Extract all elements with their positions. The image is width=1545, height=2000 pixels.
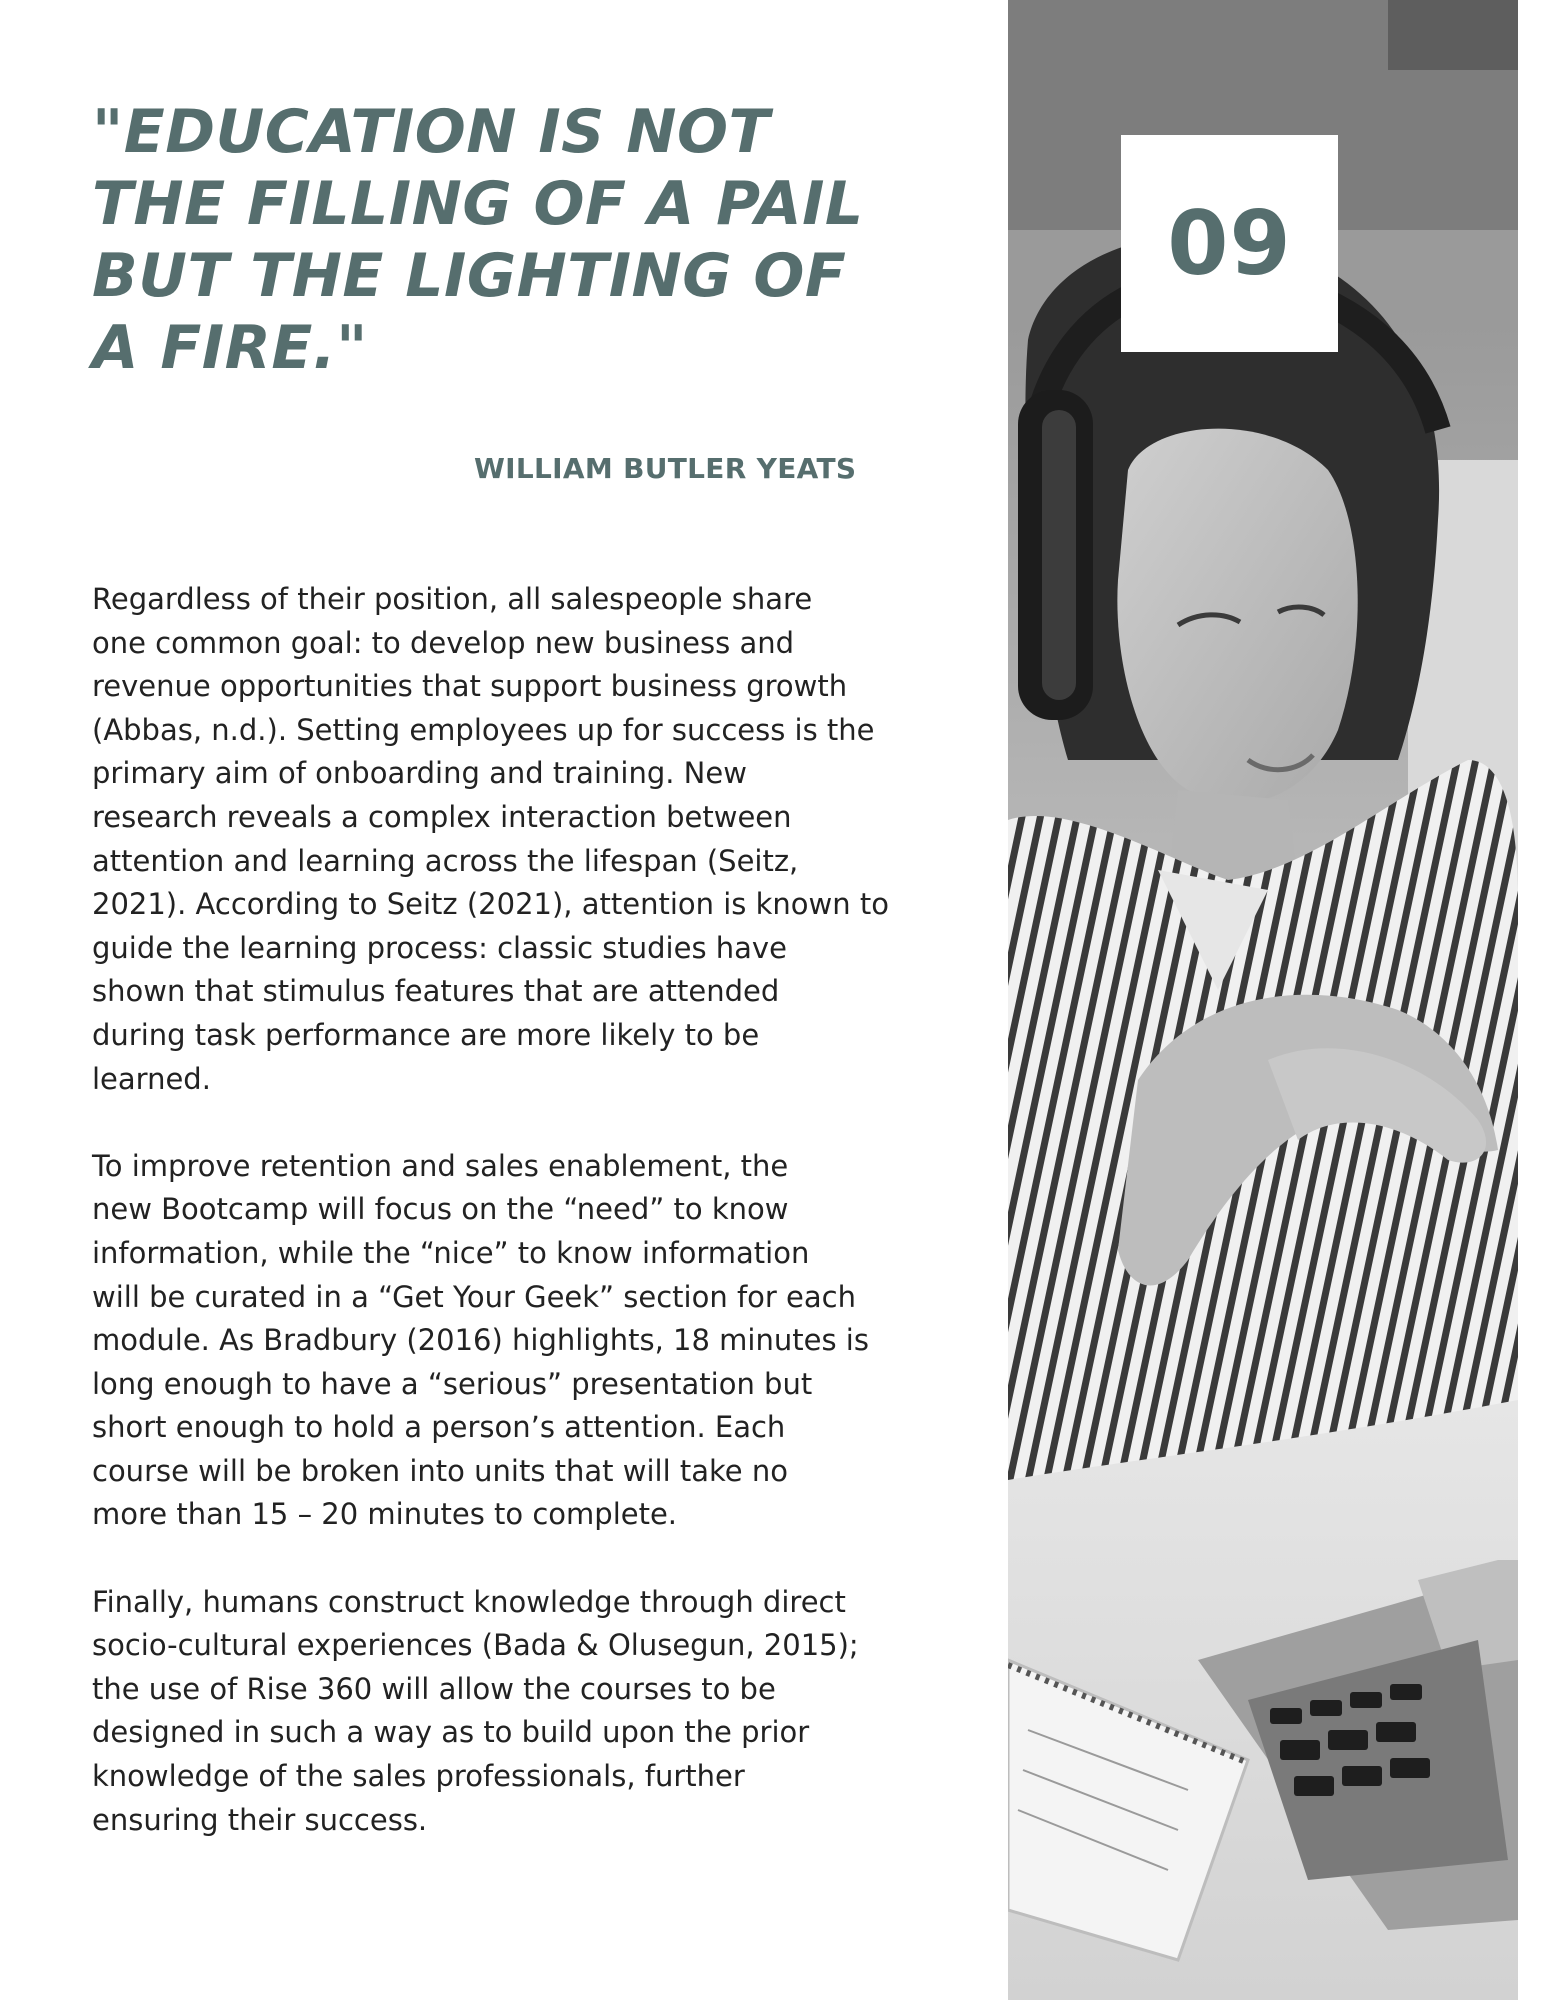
text-line: primary aim of onboarding and training. New: [92, 756, 747, 791]
text-line: short enough to hold a person’s attention. Each: [92, 1410, 786, 1445]
quote-line: "EDUCATION IS NOT: [92, 97, 770, 167]
page-number-badge: [1121, 135, 1338, 352]
text-line: Regardless of their position, all salespeople share: [92, 582, 813, 616]
text-line: guide the learning process: classic studies have: [92, 930, 787, 965]
body-paragraph: [92, 578, 1012, 1101]
text-line: long enough to have a “serious” presentation but: [92, 1366, 813, 1401]
page-number: 09: [1167, 192, 1292, 295]
text-line: revenue opportunities that support business growth: [92, 669, 848, 704]
text-line: research reveals a complex interaction between: [92, 799, 792, 834]
text-line: Finally, humans construct knowledge through direct: [92, 1584, 846, 1619]
body-text: [92, 578, 1012, 1886]
text-line: (Abbas, n.d.). Setting employees up for success is the: [92, 712, 875, 747]
text-line: one common goal: to develop new business and: [92, 625, 795, 660]
text-line: more than 15 – 20 minutes to complete.: [92, 1497, 678, 1532]
quote-line: A FIRE.": [92, 313, 368, 383]
text-line: knowledge of the sales professionals, further: [92, 1759, 745, 1794]
text-line: during task performance are more likely to be: [92, 1017, 760, 1052]
text-line: To improve retention and sales enablement, the: [92, 1148, 789, 1183]
pull-quote: [92, 96, 972, 384]
text-line: information, while the “nice” to know information: [92, 1235, 810, 1270]
body-paragraph: [92, 1581, 1012, 1843]
quote-author: WILLIAM BUTLER YEATS: [474, 452, 857, 485]
text-line: ensuring their success.: [92, 1802, 428, 1837]
text-line: shown that stimulus features that are attended: [92, 974, 780, 1009]
text-line: new Bootcamp will focus on the “need” to know: [92, 1192, 789, 1227]
quote-line: BUT THE LIGHTING OF: [92, 241, 847, 311]
text-line: course will be broken into units that will take no: [92, 1453, 788, 1488]
text-line: socio-cultural experiences (Bada & Olusegun, 2015);: [92, 1628, 859, 1663]
text-line: attention and learning across the lifespan (Seitz,: [92, 843, 799, 878]
text-line: will be curated in a “Get Your Geek” section for each: [92, 1279, 856, 1314]
quote-line: THE FILLING OF A PAIL: [92, 169, 864, 239]
text-line: the use of Rise 360 will allow the courses to be: [92, 1671, 776, 1706]
text-line: learned.: [92, 1061, 211, 1096]
text-line: 2021). According to Seitz (2021), attention is known to: [92, 887, 889, 922]
text-line: module. As Bradbury (2016) highlights, 18 minutes is: [92, 1323, 869, 1358]
text-line: designed in such a way as to build upon the prior: [92, 1715, 810, 1750]
body-paragraph: [92, 1145, 1012, 1537]
